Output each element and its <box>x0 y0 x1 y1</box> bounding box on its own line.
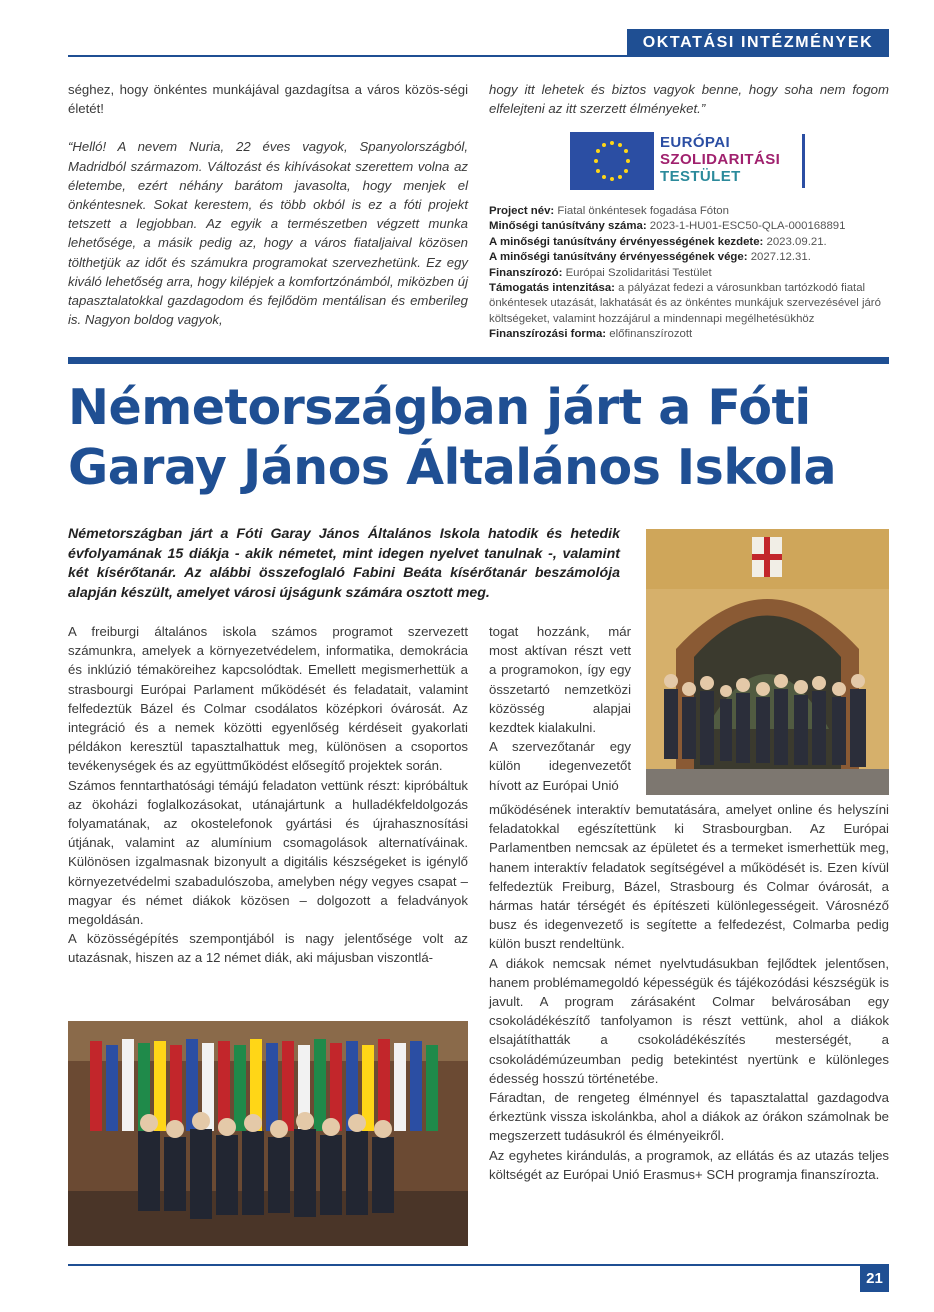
start-label: A minőségi tanúsítvány érvényességének kezdete: <box>489 235 764 248</box>
paragraph: Az egyhetes kirándulás, a programok, az ellátás és az utazás teljes költségét az Európai Unió Erasmus+ SCH programja finanszírozta. <box>489 1147 889 1182</box>
cert-value: 2023-1-HU01-ESC50-QLA-000168891 <box>649 220 846 233</box>
support-label: Támogatás intenzitása: <box>489 282 615 295</box>
eu-solidarity-logo <box>570 132 806 190</box>
header-rule <box>68 55 889 57</box>
eu-logo-bar <box>802 134 805 188</box>
paragraph: A diákok nemcsak német nyelvtudásukban fejlődtek jelentősen, hanem problémamegoldó képességük és tájékozódási készségük is javult. A program zárásaként Colmar belvárosában egy csokoládékészítő tanfolyamon is részt vettünk, ahol a diákok elsajátíthatták a csokoládékészítés mesterségét, a csokoládémúzeumban pedig betekintést nyertünk e különleges édesség hosszú történetébe. <box>489 955 889 1086</box>
school-group-photo-arch <box>646 529 889 795</box>
parliament-group-photo <box>68 1021 468 1246</box>
paragraph: A szervezőtanár egy külön idegenvezetőt hívott az Európai Unió <box>489 739 631 793</box>
cert-label: Minőségi tanúsítvány száma: <box>489 220 647 233</box>
form-label: Finanszírozási forma: <box>489 328 607 341</box>
article-right-narrow <box>489 622 631 795</box>
end-label: A minőségi tanúsítvány érvényességének vége: <box>489 251 748 264</box>
project-name-label: Project név: <box>489 205 555 217</box>
article-lead: Németországban járt a Fóti Garay János Általános Iskola hatodik és hetedik évfolyamának 15 diákja - akik németet, mint idegen nyelvet tanulnak -, valamint két kísérőtanár. Az alábbi összefoglaló Fabini Beáta kísérőtanár beszámolója alapján készült, amelyet városi újságunk számára osztott meg. <box>68 526 620 601</box>
page-number: 21 <box>860 1266 889 1292</box>
eu-logo-line1: EURÓPAI <box>660 134 731 151</box>
quote-paragraph: “Helló! A nevem Nuria, 22 éves vagyok, Spanyolországból, Madridból származom. Változást és kihívásokat szerettem volna az életembe, ezért néhány barátom javasolta, hogy menjek el önkéntesnek. Sokat kerestem, és több okból is ez a fóti projekt tetszett a legjobban. Az egyik a természetben végzett munka lehetősége, a másik pedig az, hogy a város fiataljaival közösen tölthetjük az időt és számukra programokat szervezhetünk. Ez egy kiváló lehetőség arra, hogy kilépjek a komfortzónámból, miközben új tapasztalatokkal gazdagodom és fejlődöm mentálisan és emberileg is. Nagyon boldog vagyok, <box>68 139 468 328</box>
quote-end: hogy itt lehetek és biztos vagyok benne, hogy soha nem fogom elfelejteni az itt szerzett élményeket.” <box>489 82 889 117</box>
form-value: előfinanszírozott <box>609 328 693 341</box>
paragraph: Számos fenntarthatósági témájú feladaton vettünk részt: kipróbáltuk az ökoházi foglalkozásokat, utánajártunk a hulladékfeldolgozás folyamatának, az okostelefonok gyártási és újrahasznosítási útjának, valamint az alumínium csomagolások alternatíváinak. Különösen izgalmasnak bizonyult a digitális készségeket is igénylő környezetvédelmi szabadulószoba, amelyben négy vegyes csapat – magyar és német diákok közösen – dolgozott a feladványok megoldásán. <box>68 777 468 928</box>
start-value: 2023.09.21. <box>766 235 827 248</box>
support-value: a pályázat fedezi a városunkban tartózkodó fiatal önkéntesek utazását, lakhatását és az önkéntes munkájuk szervezésével járó költségeket, valamint hozzájárul a mindennapi megélhetésükhöz <box>489 282 881 325</box>
funder-value: Európai Szolidaritási Testület <box>565 266 712 279</box>
article-left-column <box>68 622 468 968</box>
article-title: Németországban járt a Fóti Garay János Általános Iskola <box>68 379 837 496</box>
eu-logo-line3: TESTÜLET <box>660 168 741 185</box>
paragraph: Fáradtan, de rengeteg élménnyel és tapasztalattal gazdagodva érkeztünk vissza iskolánkba, ahol a diákok az órákon számolnak be megszerzett tudásukról és élményeikről. <box>489 1090 889 1144</box>
paragraph: togat hozzánk, már most aktívan részt vett a programokon, így egy összetartó nemzetközi közösség alapjai kezdtek kialakulni. <box>489 624 631 736</box>
eu-flag-icon <box>570 132 654 190</box>
end-value: 2027.12.31. <box>750 251 811 264</box>
top-left-column <box>68 80 468 329</box>
paragraph: működésének interaktív bemutatására, amelyet online és helyszíni feladatokkal egészítettünk ki Strasbourgban. Az Európai Parlamentben nemcsak az épületet és a termeket ismerhettük meg, hanem interaktív feladatok segítségével a működését is. Ezen kívül felfedeztük Freiburg, Bázel, Strasbourg és Colmar óvárosát, a hármas határ térségét és építészeti különlegességeit. Városnéző busz és idegenvezető is segítette a felfedezést, Colmarba pedig külön buszt rendeltünk. <box>489 802 889 952</box>
section-header: OKTATÁSI INTÉZMÉNYEK <box>627 29 889 56</box>
paragraph: séghez, hogy önkéntes munkájával gazdagítsa a város közös-ségi életét! <box>68 82 468 117</box>
paragraph: A freiburgi általános iskola számos programot szervezett számunkra, amelyek a környezetvédelem, informatika, demokrácia és inklúzió témaköreihez kapcsolódtak. Emellett megismerhettük a strasbourgi Európai Parlament működését és feladatait, valamint felfedeztük Bázel és Colmar csodálatos középkori óvárosát. Az integráció és a nemek közötti egyenlőség kérdéseit gyakorlati példákon keresztül tapasztalhattuk meg, különösen a csoportos tevékenységek és az együttműködést elősegítő projektek során. <box>68 624 468 774</box>
eu-logo-line2: SZOLIDARITÁSI <box>660 151 781 168</box>
section-separator <box>68 357 889 364</box>
project-name-value: Fiatal önkéntesek fogadása Fóton <box>557 205 729 217</box>
project-info <box>489 204 889 343</box>
top-right-column <box>489 80 889 118</box>
footer-rule <box>68 1264 889 1266</box>
paragraph: A közösségépítés szempontjából is nagy jelentősége volt az utazásnak, hiszen az a 12 német diák, aki májusban viszontlá- <box>68 931 468 966</box>
eu-logo-text <box>660 134 780 185</box>
article-right-column <box>489 800 889 1184</box>
funder-label: Finanszírozó: <box>489 266 563 279</box>
